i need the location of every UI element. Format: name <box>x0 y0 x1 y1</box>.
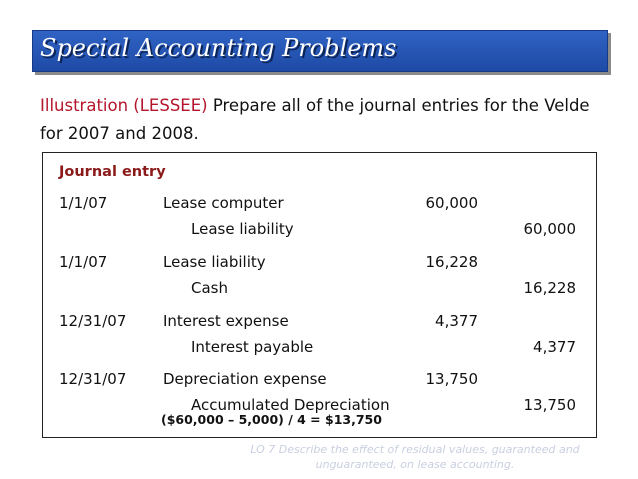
depreciation-calculation: ($60,000 – 5,000) / 4 = $13,750 <box>161 412 382 427</box>
credit-account: Lease liability <box>191 220 294 238</box>
entry-date: 12/31/07 <box>59 312 127 330</box>
journal-heading: Journal entry <box>59 164 166 180</box>
learning-objective-footer: LO 7 Describe the effect of residual values, guaranteed and unguaranteed, on lease accounting. <box>250 443 580 471</box>
debit-account: Lease computer <box>163 194 284 212</box>
debit-account: Depreciation expense <box>163 370 327 388</box>
debit-amount: 16,228 <box>425 253 478 271</box>
entry-date: 12/31/07 <box>59 370 127 388</box>
title-bar <box>32 30 608 72</box>
credit-amount: 60,000 <box>523 220 576 238</box>
entry-credit-line <box>43 279 596 301</box>
entry-date: 1/1/07 <box>59 253 108 271</box>
entry-debit-line <box>43 312 596 334</box>
slide-title: Special Accounting Problems <box>40 34 397 62</box>
debit-account: Lease liability <box>163 253 266 271</box>
debit-amount: 13,750 <box>425 370 478 388</box>
entry-debit-line <box>43 253 596 275</box>
debit-account: Interest expense <box>163 312 289 330</box>
credit-account: Accumulated Depreciation <box>191 396 390 414</box>
entry-date: 1/1/07 <box>59 194 108 212</box>
credit-amount: 16,228 <box>523 279 576 297</box>
debit-amount: 60,000 <box>425 194 478 212</box>
credit-account: Interest payable <box>191 338 314 356</box>
credit-account: Cash <box>191 279 228 297</box>
credit-amount: 13,750 <box>523 396 576 414</box>
illustration-label: Illustration (LESSEE) <box>40 96 208 115</box>
entry-debit-line <box>43 370 596 392</box>
entry-debit-line <box>43 194 596 216</box>
debit-amount: 4,377 <box>435 312 478 330</box>
credit-amount: 4,377 <box>533 338 576 356</box>
entry-credit-line <box>43 338 596 360</box>
intro-paragraph <box>40 92 610 148</box>
intro-text: Prepare all of the journal entries for the Velde for 2007 and 2008. <box>40 96 590 143</box>
entry-credit-line <box>43 220 596 242</box>
journal-entry-box <box>42 152 597 438</box>
